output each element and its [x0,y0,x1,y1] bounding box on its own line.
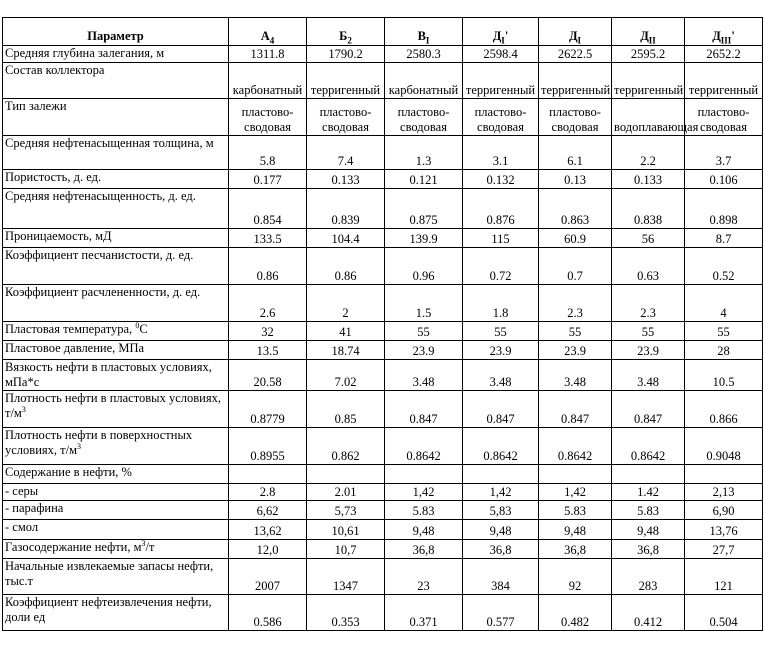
row-label: Начальные извлекаемые запасы нефти, тыс.т [3,559,229,595]
cell-value: 3.48 [539,360,612,391]
cell-value: 56 [612,229,685,248]
row-label: Содержание в нефти, % [3,465,229,484]
cell-value: 41 [307,322,385,341]
cell-value: 0.63 [612,248,685,285]
cell-value: 18.74 [307,341,385,360]
cell-value: 2,13 [685,484,763,501]
cell-value: 2598.4 [463,46,539,63]
table-row [3,136,763,170]
cell-value: терригенный [463,63,539,99]
cell-value: 2622.5 [539,46,612,63]
cell-value [685,465,763,484]
header-column-subscript: 4 [269,35,275,46]
cell-value: 55 [612,322,685,341]
table-row [3,63,763,99]
cell-value: 0.847 [539,391,612,428]
cell-value: 0.504 [685,595,763,631]
header-column-prime: ' [504,29,509,43]
header-column [229,18,307,46]
cell-value: 0.106 [685,170,763,189]
cell-value: 139.9 [385,229,463,248]
cell-value: 3.7 [685,136,763,170]
cell-value: 0.876 [463,189,539,229]
cell-value: 1311.8 [229,46,307,63]
cell-value: 5.83 [612,501,685,520]
row-label [3,540,229,559]
cell-value: 2007 [229,559,307,595]
row-label-text: Пластовая температура, [5,322,136,336]
cell-value: 6,62 [229,501,307,520]
cell-value: 4 [685,285,763,322]
cell-value: 0.121 [385,170,463,189]
cell-value: 60.9 [539,229,612,248]
cell-value: 0.86 [229,248,307,285]
cell-value: 0.875 [385,189,463,229]
cell-value: 3.48 [463,360,539,391]
cell-value: 6,90 [685,501,763,520]
header-row [3,18,763,46]
header-column-subscript: III [720,35,732,46]
cell-value: 10,61 [307,520,385,540]
table-row [3,341,763,360]
cell-value: 1.42 [612,484,685,501]
row-label-superscript: 3 [141,538,146,548]
cell-value: 121 [685,559,763,595]
cell-value: 3.48 [385,360,463,391]
cell-value: 2.01 [307,484,385,501]
cell-value: 1,42 [539,484,612,501]
cell-value: 0.85 [307,391,385,428]
cell-value: 0.9048 [685,428,763,465]
cell-value: 36,8 [612,540,685,559]
cell-value: 23 [385,559,463,595]
cell-value: 13.5 [229,341,307,360]
parameters-table [2,17,763,631]
cell-value: 2595.2 [612,46,685,63]
cell-value: 0.86 [307,248,385,285]
header-column-subscript: I [577,35,582,46]
header-column-base: Д [712,29,721,43]
cell-value: 384 [463,559,539,595]
cell-value: 2580.3 [385,46,463,63]
cell-value: 0.133 [307,170,385,189]
cell-value: 0.586 [229,595,307,631]
cell-value: 2.3 [612,285,685,322]
cell-value: 0.898 [685,189,763,229]
cell-value: 2.3 [539,285,612,322]
row-label [3,391,229,428]
cell-value: 0.132 [463,170,539,189]
header-column-subscript: 2 [347,35,352,46]
cell-value: 23.9 [612,341,685,360]
cell-value: пластово-сводовая [539,99,612,136]
table-row [3,99,763,136]
header-parameter: Параметр [3,18,229,46]
cell-value: 5.83 [385,501,463,520]
cell-value: 9,48 [539,520,612,540]
table-row [3,520,763,540]
row-label: - парафина [3,501,229,520]
row-label: Коэффициент расчлененности, д. ед. [3,285,229,322]
cell-value: 0.412 [612,595,685,631]
cell-value: терригенный [539,63,612,99]
row-label-suffix: С [139,322,148,336]
cell-value: 6.1 [539,136,612,170]
table-row [3,285,763,322]
cell-value: 55 [539,322,612,341]
cell-value: 3.48 [612,360,685,391]
header-column-base: В [417,29,426,43]
cell-value: 55 [685,322,763,341]
cell-value: 0.8642 [539,428,612,465]
cell-value: 0.863 [539,189,612,229]
cell-value: 27,7 [685,540,763,559]
header-column-base: Д [568,29,578,43]
cell-value: 115 [463,229,539,248]
cell-value: терригенный [307,63,385,99]
cell-value: 5.8 [229,136,307,170]
cell-value: 1347 [307,559,385,595]
cell-value: 9,48 [612,520,685,540]
cell-value: 133.5 [229,229,307,248]
cell-value: 283 [612,559,685,595]
header-column-prime: ' [731,29,735,43]
row-label: Состав коллектора [3,63,229,99]
row-label: Коэффициент песчанистости, д. ед. [3,248,229,285]
header-column [539,18,612,46]
cell-value: 55 [385,322,463,341]
cell-value: 0.8955 [229,428,307,465]
table-row [3,484,763,501]
table-row [3,360,763,391]
row-label-suffix: /т [145,540,155,554]
cell-value: 0.8779 [229,391,307,428]
header-column-base: А [260,29,270,43]
table-row [3,540,763,559]
cell-value: 13,62 [229,520,307,540]
cell-value: 1.5 [385,285,463,322]
cell-value: 8.7 [685,229,763,248]
cell-value: 10.5 [685,360,763,391]
row-label-superscript: 3 [76,441,81,451]
cell-value: 10,7 [307,540,385,559]
cell-value: 2.2 [612,136,685,170]
table-row [3,189,763,229]
cell-value [385,465,463,484]
cell-value: карбонатный [385,63,463,99]
row-label: Коэффициент нефтеизвлечения нефти, доли ед [3,595,229,631]
cell-value: 0.8642 [612,428,685,465]
table-row [3,428,763,465]
cell-value: 5.83 [539,501,612,520]
row-label: Вязкость нефти в пластовых условиях, мПа*с [3,360,229,391]
cell-value [229,465,307,484]
table-row [3,170,763,189]
cell-value: 0.353 [307,595,385,631]
cell-value: 0.862 [307,428,385,465]
cell-value: 23.9 [539,341,612,360]
cell-value: 92 [539,559,612,595]
cell-value: 5,83 [463,501,539,520]
cell-value: 0.847 [463,391,539,428]
cell-value: 1.3 [385,136,463,170]
cell-value: 32 [229,322,307,341]
cell-value: 0.133 [612,170,685,189]
cell-value: 0.847 [612,391,685,428]
row-label: Средняя нефтенасыщенность, д. ед. [3,189,229,229]
cell-value: 0.7 [539,248,612,285]
table-row [3,465,763,484]
cell-value: карбонатный [229,63,307,99]
cell-value: 12,0 [229,540,307,559]
cell-value: 0.72 [463,248,539,285]
cell-value: 0.854 [229,189,307,229]
cell-value: 2.8 [229,484,307,501]
cell-value [612,465,685,484]
table-row [3,559,763,595]
cell-value: 5,73 [307,501,385,520]
table-row [3,595,763,631]
header-column [463,18,539,46]
cell-value: 2652.2 [685,46,763,63]
cell-value: 28 [685,341,763,360]
cell-value: 13,76 [685,520,763,540]
cell-value: 0.371 [385,595,463,631]
cell-value: пластово-сводовая [685,99,763,136]
cell-value: пластово-сводовая [307,99,385,136]
row-label [3,428,229,465]
cell-value: 1790.2 [307,46,385,63]
cell-value: 0.577 [463,595,539,631]
row-label-text: Плотность нефти в пластовых условиях, т/м [5,391,221,420]
cell-value: 1,42 [463,484,539,501]
cell-value: 36,8 [539,540,612,559]
cell-value: водоплавающая [612,99,685,136]
header-column [612,18,685,46]
cell-value: 0.8642 [463,428,539,465]
row-label: Пористость, д. ед. [3,170,229,189]
row-label: Проницаемость, мД [3,229,229,248]
cell-value: 0.839 [307,189,385,229]
header-column-base: Д [640,29,649,43]
cell-value: 1.8 [463,285,539,322]
cell-value: пластово-сводовая [229,99,307,136]
cell-value: 9,48 [463,520,539,540]
cell-value: 0.96 [385,248,463,285]
cell-value [463,465,539,484]
table-row [3,46,763,63]
table-row [3,248,763,285]
row-label: Тип залежи [3,99,229,136]
cell-value: 23.9 [463,341,539,360]
table-row [3,391,763,428]
cell-value: 2.6 [229,285,307,322]
cell-value: 3.1 [463,136,539,170]
cell-value: 7.02 [307,360,385,391]
row-label: Средняя глубина залегания, м [3,46,229,63]
cell-value: 2 [307,285,385,322]
cell-value: 0.482 [539,595,612,631]
cell-value: 0.838 [612,189,685,229]
row-label-text: Плотность нефти в поверхностных условиях, т/м [5,428,193,457]
table-row [3,229,763,248]
cell-value: 0.13 [539,170,612,189]
cell-value: 0.8642 [385,428,463,465]
cell-value: 36,8 [463,540,539,559]
row-label [3,322,229,341]
row-label: Пластовое давление, МПа [3,341,229,360]
header-column [685,18,763,46]
header-column-base: Д [492,29,502,43]
cell-value: 9,48 [385,520,463,540]
cell-value: терригенный [612,63,685,99]
cell-value: 104.4 [307,229,385,248]
header-column-subscript: I [501,35,505,46]
cell-value: пластово-сводовая [463,99,539,136]
cell-value: 0.866 [685,391,763,428]
row-label-superscript: 0 [135,320,140,330]
cell-value: 23.9 [385,341,463,360]
cell-value: 7.4 [307,136,385,170]
cell-value: пластово-сводовая [385,99,463,136]
table-row [3,322,763,341]
cell-value: 0.52 [685,248,763,285]
table-row [3,501,763,520]
header-column [385,18,463,46]
row-label: Средняя нефтенасыщенная толщина, м [3,136,229,170]
row-label-superscript: 3 [21,404,26,414]
row-label: - серы [3,484,229,501]
cell-value [307,465,385,484]
cell-value: 0.177 [229,170,307,189]
cell-value [539,465,612,484]
cell-value: 20.58 [229,360,307,391]
cell-value: 0.847 [385,391,463,428]
cell-value: 1,42 [385,484,463,501]
row-label-text: Газосодержание нефти, м [5,540,142,554]
header-column-subscript: I [425,35,430,46]
cell-value: терригенный [685,63,763,99]
header-column-subscript: II [648,35,656,46]
header-column [307,18,385,46]
cell-value: 36,8 [385,540,463,559]
cell-value: 55 [463,322,539,341]
header-column-base: Б [339,29,348,43]
row-label: - смол [3,520,229,540]
